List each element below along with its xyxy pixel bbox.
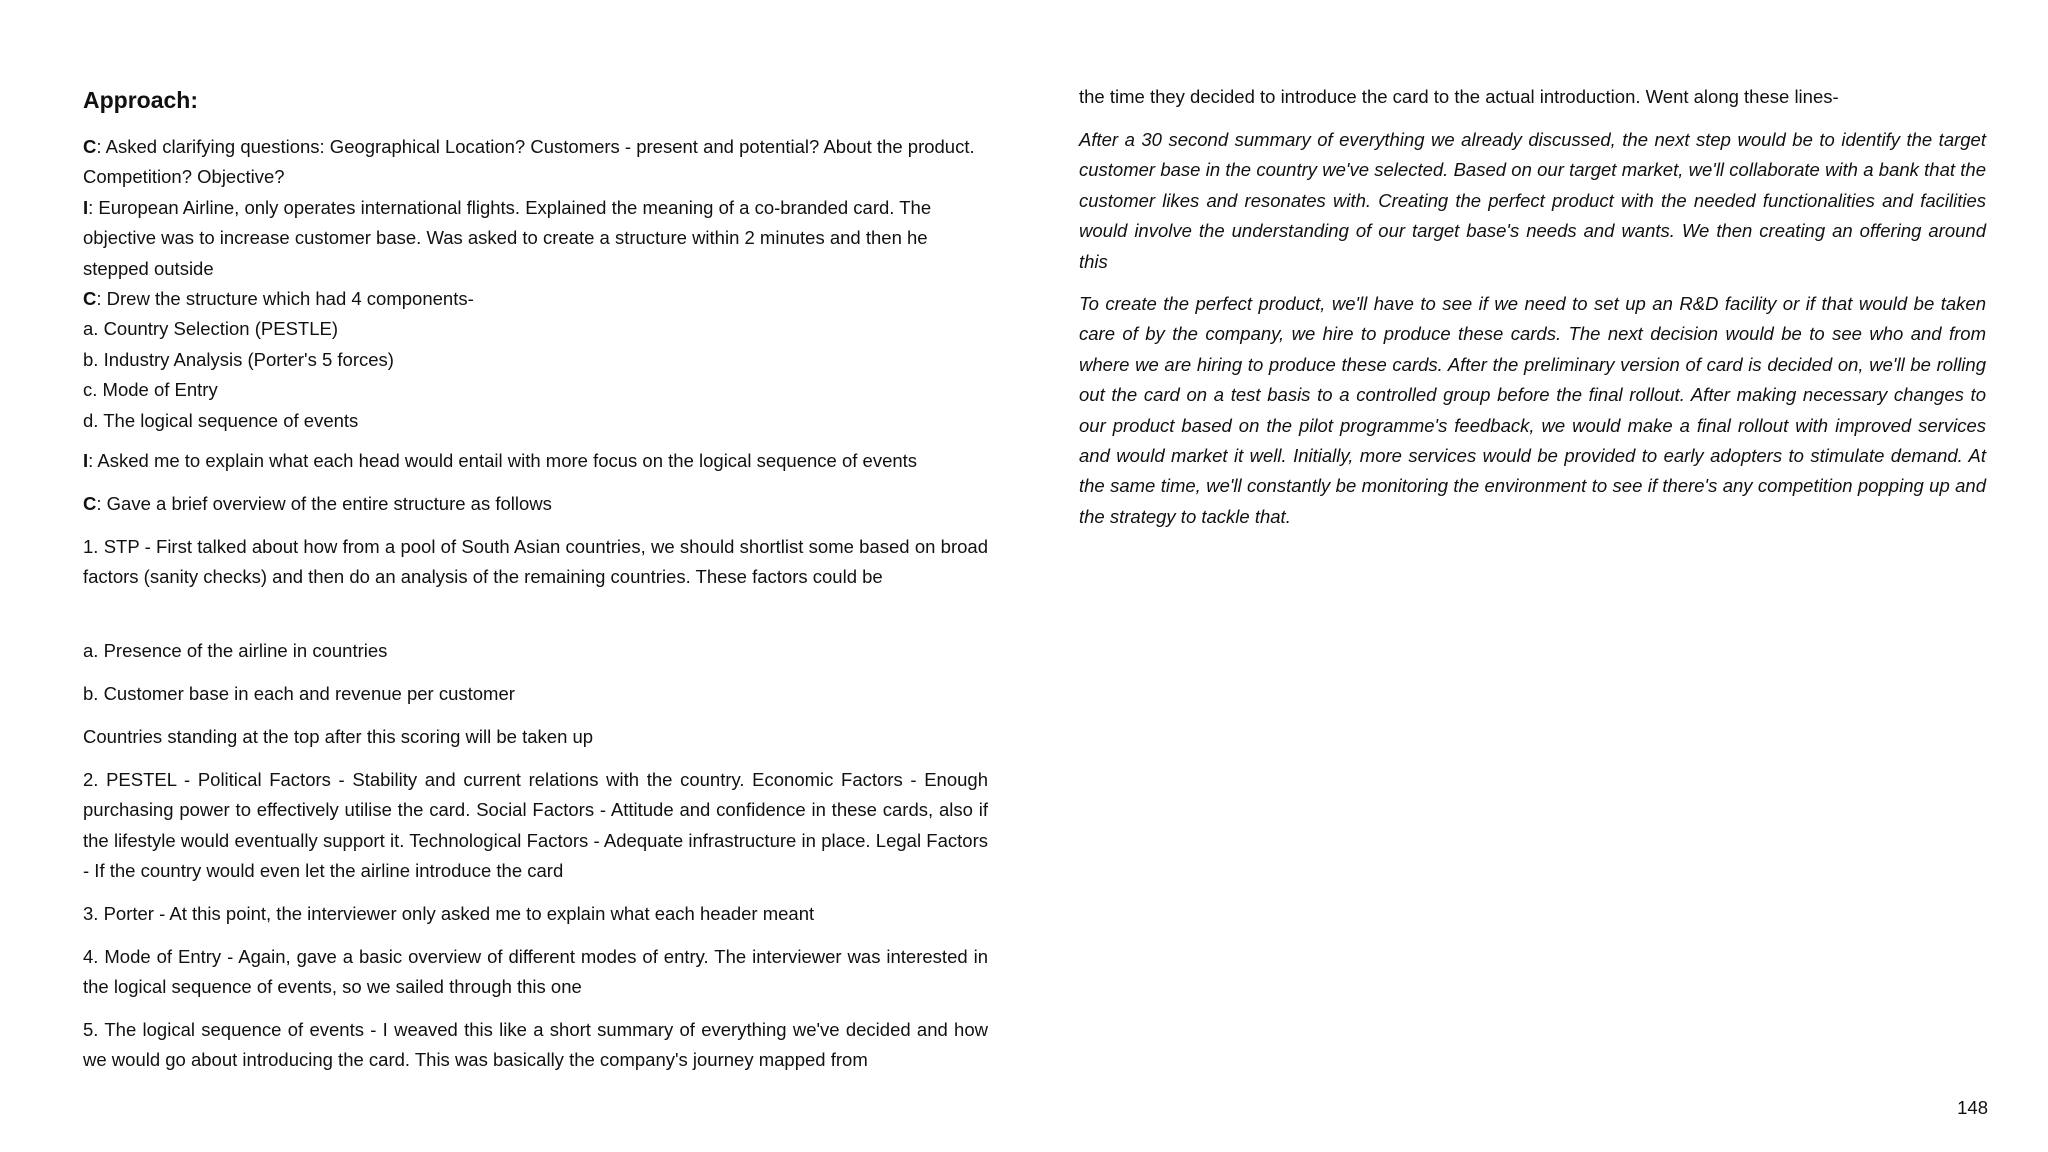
candidate-clarifying-paragraph xyxy=(83,132,988,193)
stp-paragraph: 1. STP - First talked about how from a pool of South Asian countries, we should shortlist some based on broad factors (sanity checks) and then do an analysis of the remaining countries. These factors could be xyxy=(83,536,988,588)
mode-of-entry-paragraph: 4. Mode of Entry - Again, gave a basic overview of different modes of entry. The interviewer was interested in the logical sequence of events, so we sailed through this one xyxy=(83,946,988,998)
factor-b-item: b. Customer base in each and revenue per customer xyxy=(83,683,515,704)
structure-component-item: c. Mode of Entry xyxy=(83,379,218,401)
candidate-speaker-label: C xyxy=(83,288,97,310)
interviewer-brief-paragraph xyxy=(83,193,988,284)
porter-paragraph: 3. Porter - At this point, the interviewer only asked me to explain what each header meant xyxy=(83,903,815,924)
candidate-overview-paragraph xyxy=(83,489,988,519)
factor-a-item: a. Presence of the airline in countries xyxy=(83,640,388,661)
page-number: 148 xyxy=(1957,1097,1988,1118)
summary-italic-paragraph: After a 30 second summary of everything we already discussed, the next step would be to identify the target customer base in the country we've selected. Based on our target market, we'll collaborate with a bank that the customer likes and resonates with. Creating the perfect product with the needed functionalities and facilities would involve the understanding of our target base's needs and wants. We then creating an offering around this xyxy=(1079,129,1986,272)
candidate-speaker-label: C xyxy=(83,493,97,514)
interviewer-focus-line xyxy=(83,446,988,476)
clarifying-questions-block xyxy=(83,132,988,436)
structure-component-item: a. Country Selection (PESTLE) xyxy=(83,318,338,340)
product-rollout-italic-paragraph: To create the perfect product, we'll have to see if we need to set up an R&D facility or if that would be taken care of by the company, we hire to produce these cards. The next decision would be to see who and from where we are hiring to produce these cards. After the preliminary version of card is decided on, we'll be rolling out the card on a test basis to a controlled group before the final rollout. After making necessary changes to our product based on the pilot programme's feedback, we would make a final rollout with improved services and would market it well. Initially, more services would be provided to early adopters to stimulate demand. At the same time, we'll constantly be monitoring the environment to see if there's any competition popping up and the strategy to tackle that. xyxy=(1079,293,1986,527)
candidate-speaker-label: C xyxy=(83,136,97,157)
approach-heading: Approach: xyxy=(83,87,198,113)
countries-note-paragraph: Countries standing at the top after this scoring will be taken up xyxy=(83,726,594,747)
candidate-overview-line xyxy=(83,489,988,519)
interviewer-speaker-label: I xyxy=(83,450,89,471)
interviewer-speaker-label: I xyxy=(83,196,89,218)
interviewer-focus-text: : Asked me to explain what each head would entail with more focus on the logical sequence of events xyxy=(88,450,918,471)
candidate-clarifying-text: : Asked clarifying questions: Geographical Location? Customers - present and potential? About the product. Competition? Objective? xyxy=(83,136,975,188)
candidate-structure-text: : Drew the structure which had 4 components- xyxy=(96,288,474,310)
interviewer-focus-paragraph xyxy=(83,446,988,476)
candidate-overview-text: : Gave a brief overview of the entire structure as follows xyxy=(96,493,552,514)
logical-sequence-paragraph: 5. The logical sequence of events - I weaved this like a short summary of everything we've decided and how we would go about introducing the card. This was basically the company's journey mapped from xyxy=(83,1019,988,1071)
structure-component-item: b. Industry Analysis (Porter's 5 forces) xyxy=(83,348,394,370)
continuation-paragraph: the time they decided to introduce the card to the actual introduction. Went along these lines- xyxy=(1079,86,1839,107)
structure-component-item: d. The logical sequence of events xyxy=(83,409,359,431)
pestel-paragraph: 2. PESTEL - Political Factors - Stability and current relations with the country. Economic Factors - Enough purchasing power to effectively utilise the card. Social Factors - Attitude and confidence in these cards, also if the lifestyle would eventually support it. Technological Factors - Adequate infrastructure in place. Legal Factors - If the country would even let the airline introduce the card xyxy=(83,769,988,882)
candidate-structure-paragraph xyxy=(83,284,988,314)
interviewer-brief-text: : European Airline, only operates international flights. Explained the meaning of a co-branded card. The objective was to increase customer base. Was asked to create a structure within 2 minutes and then he stepped outside xyxy=(83,196,932,279)
